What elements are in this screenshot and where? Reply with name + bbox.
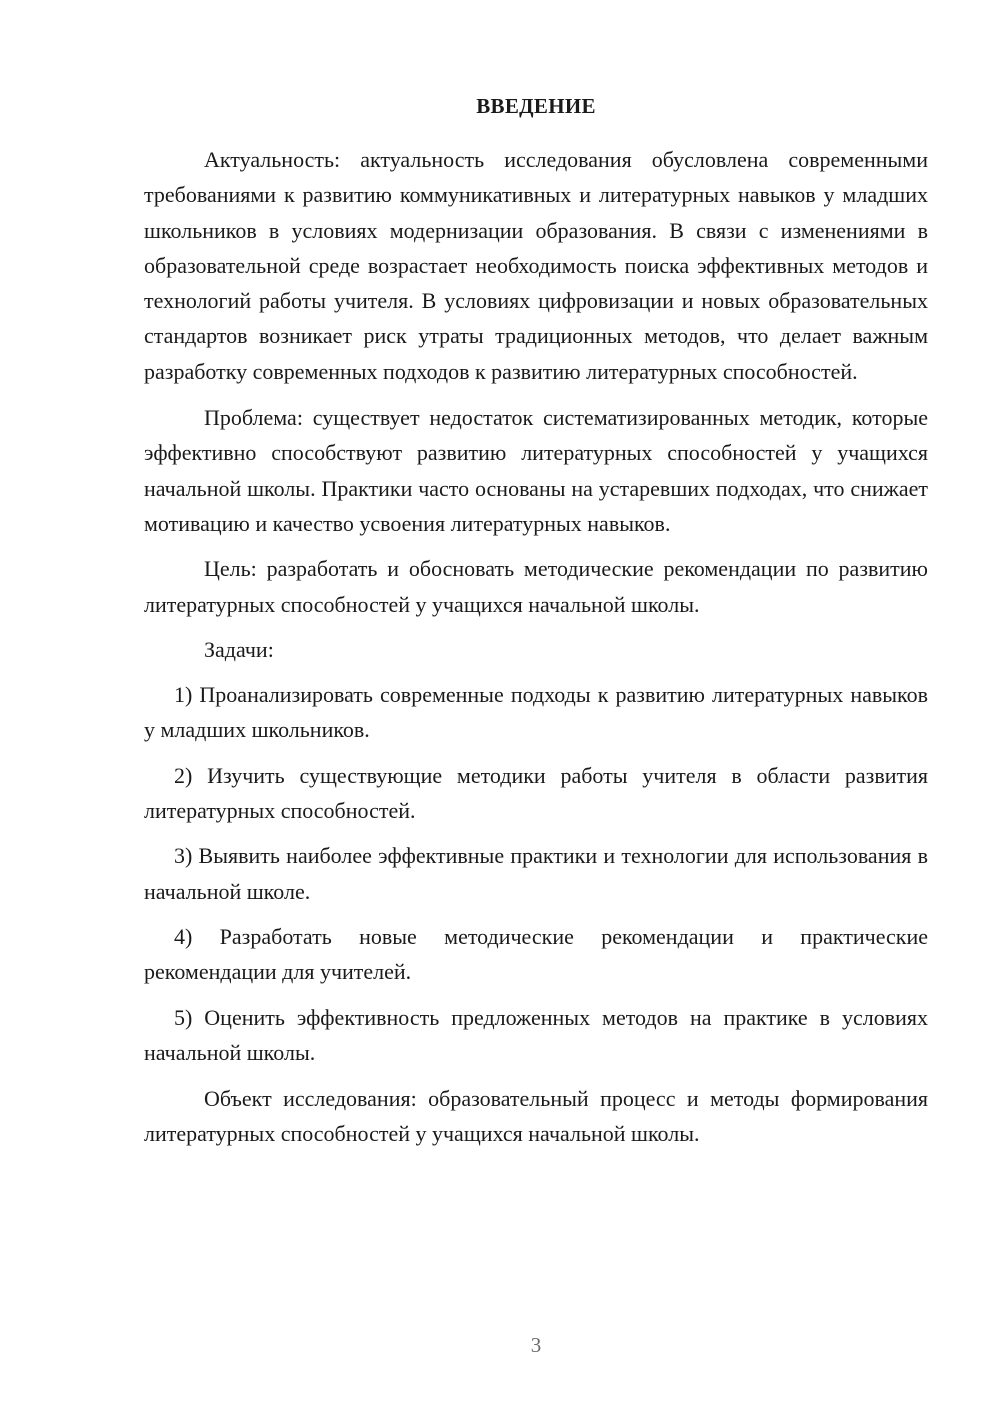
page-number: 3	[530, 1333, 542, 1357]
paragraph-goal: Цель: разработать и обосновать методические рекомендации по развитию литературных способностей у учащихся начальной школы.	[144, 556, 928, 617]
paragraph-problem: Проблема: существует недостаток систематизированных методик, которые эффективно способствуют развитию литературных способностей у учащихся начальной школы. Практики часто основаны на устаревших подходах, что снижает мотивацию и качество усвоения литературных навыков.	[144, 405, 928, 536]
tasks-heading: Задачи:	[204, 636, 274, 662]
body-text	[144, 142, 928, 1152]
task-item-2: 2) Изучить существующие методики работы учителя в области развития литературных способностей.	[144, 762, 928, 824]
section-title: ВВЕДЕНИЕ	[476, 94, 596, 118]
paragraph-relevance: Актуальность: актуальность исследования обусловлена современными требованиями к развитию коммуникативных и литературных навыков у младших школьников в условиях модернизации образования. В связи с изменениями в образовательной среде возрастает необходимость поиска эффективных методов и технологий работы учителя. В условиях цифровизации и новых образовательных стандартов возникает риск утраты традиционных методов, что делает важным разработку современных подходов к развитию литературных способностей.	[144, 147, 928, 384]
task-item-5: 5) Оценить эффективность предложенных методов на практике в условиях начальной школы.	[144, 1004, 928, 1065]
task-item-1: 1) Проанализировать современные подходы к развитию литературных навыков у младших школьников.	[144, 682, 928, 743]
paragraph-object: Объект исследования: образовательный процесс и методы формирования литературных способностей у учащихся начальной школы.	[144, 1086, 928, 1147]
task-item-3: 3) Выявить наиболее эффективные практики и технологии для использования в начальной школе.	[144, 843, 928, 904]
task-item-4: 4) Разработать новые методические рекомендации и практические рекомендации для учителей.	[144, 923, 928, 985]
